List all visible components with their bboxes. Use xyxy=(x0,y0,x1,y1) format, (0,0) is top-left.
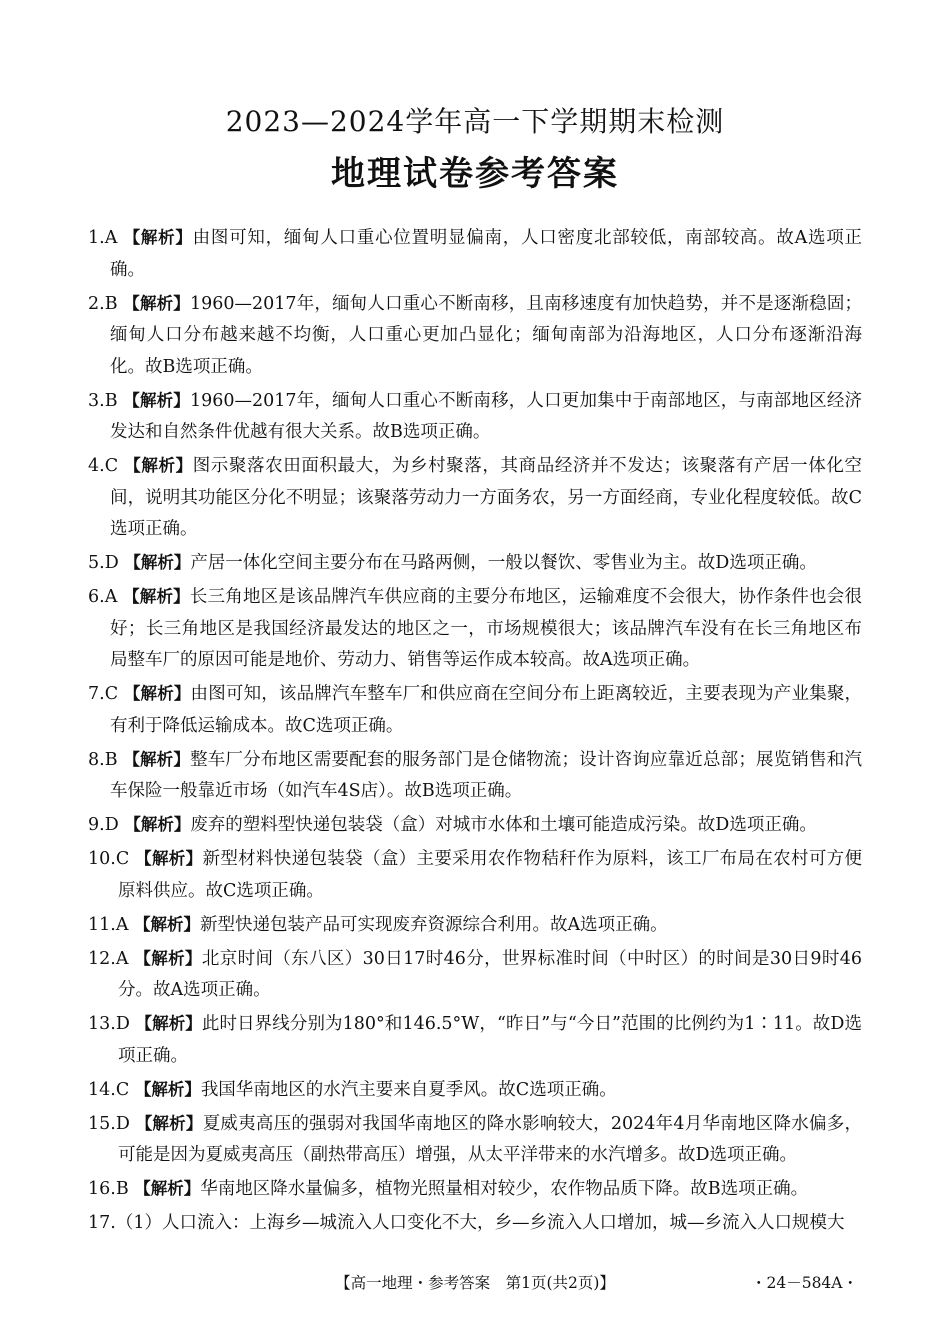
answer-number: 6.A xyxy=(88,587,118,607)
analysis-tag: 【解析】 xyxy=(123,684,191,703)
answer-number: 5.D xyxy=(88,553,119,573)
answer-number: 13.D xyxy=(88,1014,130,1034)
answer-number: 10.C xyxy=(88,849,130,869)
exam-title: 2023—2024学年高一下学期期末检测 xyxy=(225,105,725,138)
answer-number: 17. xyxy=(88,1213,116,1233)
analysis-tag: 【解析】 xyxy=(135,849,203,868)
answer-number: 12.A xyxy=(88,948,129,969)
answer-text: 华南地区降水量偏多，植物光照量相对较少，农作物品质下降。故B选项正确。 xyxy=(200,1179,809,1199)
answer-text: （1）人口流入：上海乡—城流入人口变化不大，乡—乡流入人口增加，城—乡流入人口规模大 xyxy=(115,1213,845,1233)
answer-item xyxy=(88,547,862,580)
analysis-tag: 【解析】 xyxy=(135,1113,203,1133)
answer-number: 11.A xyxy=(88,914,129,935)
answer-item xyxy=(88,943,862,1007)
answer-item xyxy=(88,1008,862,1072)
analysis-tag: 【解析】 xyxy=(123,390,190,410)
answer-text: 新型材料快递包装袋（盒）主要采用农作物秸秆作为原料，该工厂布局在农村可方便原料供应。故C选项正确。 xyxy=(118,849,862,901)
analysis-tag: 【解析】 xyxy=(134,948,202,968)
answer-number: 1.A xyxy=(88,228,118,248)
answer-item xyxy=(88,450,862,546)
answer-item xyxy=(88,288,862,384)
answer-item xyxy=(88,581,862,677)
analysis-tag: 【解析】 xyxy=(135,1014,202,1033)
answer-number: 3.B xyxy=(88,390,118,411)
answer-number: 16.B xyxy=(88,1179,129,1199)
answer-text: 产居一体化空间主要分布在马路两侧，一般以餐饮、零售业为主。故D选项正确。 xyxy=(190,553,817,573)
analysis-tag: 【解析】 xyxy=(123,293,190,313)
answer-item xyxy=(88,385,862,449)
answer-item xyxy=(88,222,862,286)
answer-number: 9.D xyxy=(88,815,119,835)
answer-item xyxy=(88,678,862,742)
answer-number: 4.C xyxy=(88,456,119,476)
answer-number: 2.B xyxy=(88,293,118,314)
answer-text: 1960—2017年，缅甸人口重心不断南移，且南移速度有加快趋势，并不是逐渐稳固；缅甸人口分布越来越不均衡，人口重心更加凸显化；缅甸南部为沿海地区，人口分布逐渐沿海化。故B选项正确。 xyxy=(110,293,862,377)
answer-number: 7.C xyxy=(88,684,119,704)
answer-item xyxy=(88,1108,862,1172)
analysis-tag: 【解析】 xyxy=(123,587,190,606)
answer-number: 14.C xyxy=(88,1079,130,1100)
analysis-tag: 【解析】 xyxy=(124,815,191,834)
analysis-tag: 【解析】 xyxy=(123,749,191,769)
answer-item xyxy=(88,809,862,842)
answer-item xyxy=(88,843,862,907)
analysis-tag: 【解析】 xyxy=(134,914,201,934)
answer-item xyxy=(88,1173,862,1206)
answer-item xyxy=(88,1207,862,1240)
answer-list xyxy=(88,222,862,1241)
answer-item xyxy=(88,909,862,942)
answer-text: 由图可知，该品牌汽车整车厂和供应商在空间分布上距离较近，主要表现为产业集聚，有利于降低运输成本。故C选项正确。 xyxy=(110,684,862,736)
answer-number: 15.D xyxy=(88,1113,130,1134)
answer-text: 整车厂分布地区需要配套的服务部门是仓储物流；设计咨询应靠近总部；展览销售和汽车保险一般靠近市场（如汽车4S店）。故B选项正确。 xyxy=(110,749,862,801)
answer-text: 夏威夷高压的强弱对我国华南地区的降水影响较大，2024年4月华南地区降水偏多，可能是因为夏威夷高压（副热带高压）增强，从太平洋带来的水汽增多。故D选项正确。 xyxy=(118,1113,862,1165)
answer-text: 新型快递包装产品可实现废弃资源综合利用。故A选项正确。 xyxy=(200,914,668,935)
analysis-tag: 【解析】 xyxy=(124,456,193,475)
answer-text: 废弃的塑料型快递包装袋（盒）对城市水体和土壤可能造成污染。故D选项正确。 xyxy=(190,815,817,835)
answer-text: 北京时间（东八区）30日17时46分，世界标准时间（中时区）的时间是30日9时46分。故A选项正确。 xyxy=(118,948,862,1000)
document-title: 地理试卷参考答案 xyxy=(331,154,619,194)
answer-text: 长三角地区是该品牌汽车供应商的主要分布地区，运输难度不会很大，协作条件也会很好；长三角地区是我国经济最发达的地区之一，市场规模很大；该品牌汽车没有在长三角地区布局整车厂的原因可能是地价、劳动力、销售等运作成本较高。故A选项正确。 xyxy=(110,587,863,670)
answer-text: 我国华南地区的水汽主要来自夏季风。故C选项正确。 xyxy=(200,1079,617,1100)
footer-code: ・24－584A・ xyxy=(750,1274,858,1292)
footer-page-info: 【高一地理・参考答案 第1页(共2页)】 xyxy=(335,1274,615,1292)
answer-text: 1960—2017年，缅甸人口重心不断南移，人口更加集中于南部地区，与南部地区经济发达和自然条件优越有很大关系。故B选项正确。 xyxy=(110,390,862,442)
answer-text: 图示聚落农田面积最大，为乡村聚落，其商品经济并不发达；该聚落有产居一体化空间，说明其功能区分化不明显；该聚落劳动力一方面务农，另一方面经商，专业化程度较低。故C选项正确。 xyxy=(110,456,863,539)
answer-text: 由图可知，缅甸人口重心位置明显偏南，人口密度北部较低，南部较高。故A选项正确。 xyxy=(110,228,863,280)
answer-item xyxy=(88,744,862,808)
answer-text: 此时日界线分别为180°和146.5°W，“昨日”与“今日”范围的比例约为1∶11。故D选项正确。 xyxy=(118,1014,862,1066)
analysis-tag: 【解析】 xyxy=(123,228,193,247)
answer-number: 8.B xyxy=(88,749,118,770)
analysis-tag: 【解析】 xyxy=(124,553,191,572)
answer-item xyxy=(88,1074,862,1107)
analysis-tag: 【解析】 xyxy=(134,1179,201,1198)
analysis-tag: 【解析】 xyxy=(134,1079,201,1099)
